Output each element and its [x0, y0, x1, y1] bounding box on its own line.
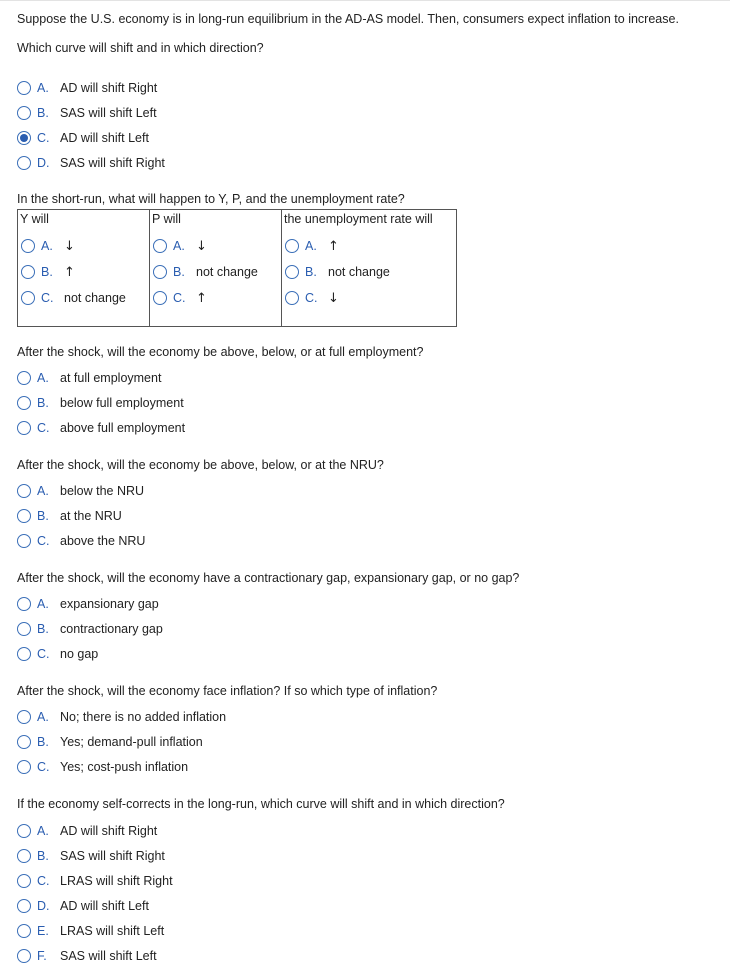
q1-option-d[interactable]: D. SAS will shift Right — [17, 155, 165, 171]
q4-option-a[interactable]: A. below the NRU — [17, 483, 144, 499]
radio-icon[interactable] — [17, 924, 31, 938]
radio-icon[interactable] — [17, 735, 31, 749]
arrow-up-icon: ↑ — [64, 264, 75, 280]
radio-icon[interactable] — [17, 760, 31, 774]
radio-icon[interactable] — [17, 534, 31, 548]
radio-icon[interactable] — [21, 291, 35, 305]
q2-y-option-a[interactable]: A. ↓ — [21, 238, 75, 254]
q7-option-a[interactable]: A. AD will shift Right — [17, 823, 157, 839]
q2-p-option-c[interactable]: C. ↑ — [153, 290, 207, 306]
q2-u-option-c[interactable]: C. ↓ — [285, 290, 339, 306]
radio-icon[interactable] — [17, 949, 31, 963]
radio-icon[interactable] — [285, 291, 299, 305]
q4-question: After the shock, will the economy be above, below, or at the NRU? — [17, 458, 384, 472]
q7-option-d[interactable]: D. AD will shift Left — [17, 898, 149, 914]
q2-p-option-a[interactable]: A. ↓ — [153, 238, 207, 254]
q1-option-a[interactable]: A. AD will shift Right — [17, 80, 157, 96]
q2-question: In the short-run, what will happen to Y, P, and the unemployment rate? — [17, 192, 405, 206]
q2-y-option-c[interactable]: C. not change — [21, 290, 126, 306]
arrow-down-icon: ↓ — [328, 290, 339, 306]
radio-icon[interactable] — [17, 647, 31, 661]
q3-question: After the shock, will the economy be above, below, or at full employment? — [17, 345, 424, 359]
q7-option-e[interactable]: E. LRAS will shift Left — [17, 923, 164, 939]
q7-question: If the economy self-corrects in the long-run, which curve will shift and in which direction? — [17, 797, 505, 811]
radio-icon[interactable] — [17, 106, 31, 120]
arrow-down-icon: ↓ — [64, 238, 75, 254]
q3-option-a[interactable]: A. at full employment — [17, 370, 161, 386]
q5-option-b[interactable]: B. contractionary gap — [17, 621, 163, 637]
radio-icon[interactable] — [285, 239, 299, 253]
q1-option-b[interactable]: B. SAS will shift Left — [17, 105, 157, 121]
radio-icon[interactable] — [17, 484, 31, 498]
q1-option-c[interactable]: C. AD will shift Left — [17, 130, 149, 146]
radio-icon[interactable] — [17, 874, 31, 888]
radio-icon[interactable] — [285, 265, 299, 279]
column-header: Y will — [20, 212, 49, 226]
q6-option-b[interactable]: B. Yes; demand-pull inflation — [17, 734, 203, 750]
radio-icon[interactable] — [17, 81, 31, 95]
q7-option-b[interactable]: B. SAS will shift Right — [17, 848, 165, 864]
q2-u-option-b[interactable]: B. not change — [285, 264, 390, 280]
column-header: the unemployment rate will — [284, 212, 433, 226]
q5-option-c[interactable]: C. no gap — [17, 646, 98, 662]
radio-icon[interactable] — [17, 849, 31, 863]
arrow-down-icon: ↓ — [196, 238, 207, 254]
radio-icon[interactable] — [21, 265, 35, 279]
q6-option-a[interactable]: A. No; there is no added inflation — [17, 709, 226, 725]
q3-option-b[interactable]: B. below full employment — [17, 395, 184, 411]
radio-icon[interactable] — [17, 710, 31, 724]
q2-u-option-a[interactable]: A. ↑ — [285, 238, 339, 254]
q4-option-b[interactable]: B. at the NRU — [17, 508, 122, 524]
q1-prompt: Suppose the U.S. economy is in long-run equilibrium in the AD-AS model. Then, consumers expect inflation to increase. — [17, 12, 679, 26]
q6-option-c[interactable]: C. Yes; cost-push inflation — [17, 759, 188, 775]
radio-icon[interactable] — [17, 597, 31, 611]
radio-icon[interactable] — [17, 824, 31, 838]
radio-icon[interactable] — [17, 156, 31, 170]
q6-question: After the shock, will the economy face inflation? If so which type of inflation? — [17, 684, 438, 698]
radio-icon[interactable] — [153, 265, 167, 279]
column-header: P will — [152, 212, 181, 226]
q5-option-a[interactable]: A. expansionary gap — [17, 596, 159, 612]
q7-option-f[interactable]: F. SAS will shift Left — [17, 948, 157, 964]
arrow-up-icon: ↑ — [328, 238, 339, 254]
q2-column-y — [18, 210, 150, 326]
radio-selected-icon[interactable] — [17, 131, 31, 145]
radio-icon[interactable] — [17, 509, 31, 523]
radio-icon[interactable] — [21, 239, 35, 253]
q3-option-c[interactable]: C. above full employment — [17, 420, 185, 436]
q1-question: Which curve will shift and in which direction? — [17, 41, 264, 55]
radio-icon[interactable] — [17, 396, 31, 410]
q4-option-c[interactable]: C. above the NRU — [17, 533, 145, 549]
radio-icon[interactable] — [17, 899, 31, 913]
q2-column-unemployment — [282, 210, 456, 326]
arrow-up-icon: ↑ — [196, 290, 207, 306]
q2-y-option-b[interactable]: B. ↑ — [21, 264, 75, 280]
q2-answer-table — [17, 209, 457, 327]
top-divider — [0, 0, 730, 1]
q7-option-c[interactable]: C. LRAS will shift Right — [17, 873, 173, 889]
q2-column-p — [150, 210, 282, 326]
radio-icon[interactable] — [17, 622, 31, 636]
q2-p-option-b[interactable]: B. not change — [153, 264, 258, 280]
radio-icon[interactable] — [17, 371, 31, 385]
q5-question: After the shock, will the economy have a contractionary gap, expansionary gap, or no gap? — [17, 571, 520, 585]
radio-icon[interactable] — [17, 421, 31, 435]
radio-icon[interactable] — [153, 291, 167, 305]
radio-icon[interactable] — [153, 239, 167, 253]
